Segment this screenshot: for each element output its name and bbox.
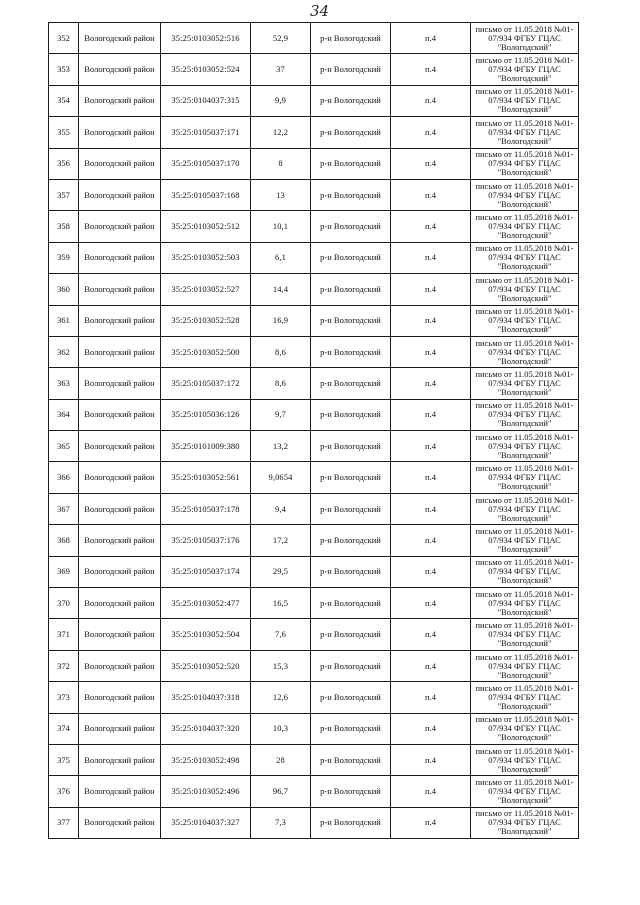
area-cell: 8,6 <box>251 336 311 367</box>
area-cell: 7,3 <box>251 807 311 838</box>
cadastral-number-cell: 35:25:0105037:172 <box>161 368 251 399</box>
area-cell: 14,4 <box>251 274 311 305</box>
area-cell: 28 <box>251 744 311 775</box>
note-cell <box>471 493 579 524</box>
note-line: "Вологодский" <box>497 481 552 492</box>
row-number-cell: 375 <box>49 744 79 775</box>
clause-cell: п.4 <box>391 713 471 744</box>
note-line: письмо от 11.05.2018 №01- <box>475 431 574 442</box>
location-cell: р-н Вологодский <box>311 462 391 493</box>
district-cell: Вологодский район <box>79 148 161 179</box>
note-line: "Вологодский" <box>497 41 552 52</box>
note-line: "Вологодский" <box>497 638 552 649</box>
district-cell: Вологодский район <box>79 274 161 305</box>
note-line: письмо от 11.05.2018 №01- <box>475 808 574 819</box>
location-cell: р-н Вологодский <box>311 148 391 179</box>
row-number-cell: 377 <box>49 807 79 838</box>
land-plots-table <box>48 22 579 839</box>
location-cell: р-н Вологодский <box>311 274 391 305</box>
note-cell <box>471 117 579 148</box>
note-line: 07/934 ФГБУ ГЦАС <box>488 32 561 43</box>
note-line: "Вологодский" <box>497 606 552 617</box>
cadastral-number-cell: 35:25:0105037:170 <box>161 148 251 179</box>
district-cell: Вологодский район <box>79 179 161 210</box>
cadastral-number-cell: 35:25:0103052:504 <box>161 619 251 650</box>
cadastral-number-cell: 35:25:0103052:516 <box>161 23 251 54</box>
row-number-cell: 357 <box>49 179 79 210</box>
note-line: письмо от 11.05.2018 №01- <box>475 86 574 97</box>
clause-cell: п.4 <box>391 588 471 619</box>
note-line: "Вологодский" <box>497 763 552 774</box>
area-cell: 9,0654 <box>251 462 311 493</box>
note-line: письмо от 11.05.2018 №01- <box>475 117 574 128</box>
district-cell: Вологодский район <box>79 431 161 462</box>
note-line: 07/934 ФГБУ ГЦАС <box>488 252 561 263</box>
row-number-cell: 371 <box>49 619 79 650</box>
row-number-cell: 354 <box>49 85 79 116</box>
note-line: письмо от 11.05.2018 №01- <box>475 463 574 474</box>
clause-cell: п.4 <box>391 148 471 179</box>
area-cell: 15,3 <box>251 650 311 681</box>
location-cell: р-н Вологодский <box>311 179 391 210</box>
district-cell: Вологодский район <box>79 54 161 85</box>
row-number-cell: 364 <box>49 399 79 430</box>
area-cell: 8 <box>251 148 311 179</box>
row-number-cell: 376 <box>49 776 79 807</box>
area-cell: 9,9 <box>251 85 311 116</box>
note-line: "Вологодский" <box>497 449 552 460</box>
row-number-cell: 356 <box>49 148 79 179</box>
note-cell <box>471 242 579 273</box>
table-row <box>49 23 579 54</box>
note-line: письмо от 11.05.2018 №01- <box>475 400 574 411</box>
cadastral-number-cell: 35:25:0104037:315 <box>161 85 251 116</box>
note-line: 07/934 ФГБУ ГЦАС <box>488 440 561 451</box>
note-line: "Вологодский" <box>497 795 552 806</box>
note-line: письмо от 11.05.2018 №01- <box>475 777 574 788</box>
note-line: 07/934 ФГБУ ГЦАС <box>488 189 561 200</box>
note-line: письмо от 11.05.2018 №01- <box>475 149 574 160</box>
district-cell: Вологодский район <box>79 588 161 619</box>
table-row <box>49 179 579 210</box>
note-line: "Вологодский" <box>497 261 552 272</box>
area-cell: 96,7 <box>251 776 311 807</box>
table-row <box>49 148 579 179</box>
district-cell: Вологодский район <box>79 462 161 493</box>
area-cell: 9,4 <box>251 493 311 524</box>
cadastral-number-cell: 35:25:0103052:528 <box>161 305 251 336</box>
cadastral-number-cell: 35:25:0103052:561 <box>161 462 251 493</box>
clause-cell: п.4 <box>391 399 471 430</box>
clause-cell: п.4 <box>391 619 471 650</box>
table-row <box>49 525 579 556</box>
note-line: письмо от 11.05.2018 №01- <box>475 274 574 285</box>
district-cell: Вологодский район <box>79 493 161 524</box>
location-cell: р-н Вологодский <box>311 54 391 85</box>
area-cell: 8,6 <box>251 368 311 399</box>
note-cell <box>471 776 579 807</box>
row-number-cell: 362 <box>49 336 79 367</box>
location-cell: р-н Вологодский <box>311 776 391 807</box>
note-line: "Вологодский" <box>497 292 552 303</box>
clause-cell: п.4 <box>391 211 471 242</box>
row-number-cell: 363 <box>49 368 79 399</box>
note-line: "Вологодский" <box>497 230 552 241</box>
cadastral-number-cell: 35:25:0105037:176 <box>161 525 251 556</box>
row-number-cell: 366 <box>49 462 79 493</box>
note-line: письмо от 11.05.2018 №01- <box>475 588 574 599</box>
note-cell <box>471 179 579 210</box>
cadastral-number-cell: 35:25:0103052:496 <box>161 776 251 807</box>
table-row <box>49 274 579 305</box>
location-cell: р-н Вологодский <box>311 556 391 587</box>
note-cell <box>471 713 579 744</box>
cadastral-number-cell: 35:25:0103052:520 <box>161 650 251 681</box>
district-cell: Вологодский район <box>79 682 161 713</box>
row-number-cell: 360 <box>49 274 79 305</box>
table-row <box>49 556 579 587</box>
clause-cell: п.4 <box>391 776 471 807</box>
note-line: "Вологодский" <box>497 73 552 84</box>
note-cell <box>471 211 579 242</box>
cadastral-number-cell: 35:25:0105037:168 <box>161 179 251 210</box>
note-cell <box>471 336 579 367</box>
note-cell <box>471 462 579 493</box>
clause-cell: п.4 <box>391 807 471 838</box>
note-cell <box>471 619 579 650</box>
area-cell: 9,7 <box>251 399 311 430</box>
row-number-cell: 374 <box>49 713 79 744</box>
district-cell: Вологодский район <box>79 242 161 273</box>
district-cell: Вологодский район <box>79 305 161 336</box>
cadastral-number-cell: 35:25:0103052:527 <box>161 274 251 305</box>
note-cell <box>471 525 579 556</box>
note-line: 07/934 ФГБУ ГЦАС <box>488 786 561 797</box>
location-cell: р-н Вологодский <box>311 619 391 650</box>
note-line: письмо от 11.05.2018 №01- <box>475 714 574 725</box>
note-line: 07/934 ФГБУ ГЦАС <box>488 221 561 232</box>
location-cell: р-н Вологодский <box>311 588 391 619</box>
note-line: 07/934 ФГБУ ГЦАС <box>488 95 561 106</box>
clause-cell: п.4 <box>391 179 471 210</box>
note-line: 07/934 ФГБУ ГЦАС <box>488 158 561 169</box>
table-row <box>49 399 579 430</box>
note-line: 07/934 ФГБУ ГЦАС <box>488 283 561 294</box>
area-cell: 6,1 <box>251 242 311 273</box>
location-cell: р-н Вологодский <box>311 650 391 681</box>
note-line: "Вологодский" <box>497 575 552 586</box>
clause-cell: п.4 <box>391 650 471 681</box>
row-number-cell: 355 <box>49 117 79 148</box>
note-cell <box>471 556 579 587</box>
district-cell: Вологодский район <box>79 23 161 54</box>
table-row <box>49 493 579 524</box>
note-line: "Вологодский" <box>497 700 552 711</box>
note-line: 07/934 ФГБУ ГЦАС <box>488 817 561 828</box>
district-cell: Вологодский район <box>79 85 161 116</box>
clause-cell: п.4 <box>391 744 471 775</box>
page-number: 34 <box>310 2 330 20</box>
note-line: 07/934 ФГБУ ГЦАС <box>488 126 561 137</box>
location-cell: р-н Вологодский <box>311 242 391 273</box>
clause-cell: п.4 <box>391 336 471 367</box>
location-cell: р-н Вологодский <box>311 525 391 556</box>
note-line: 07/934 ФГБУ ГЦАС <box>488 566 561 577</box>
cadastral-number-cell: 35:25:0104037:327 <box>161 807 251 838</box>
note-line: письмо от 11.05.2018 №01- <box>475 23 574 34</box>
area-cell: 13,2 <box>251 431 311 462</box>
table-row <box>49 588 579 619</box>
cadastral-number-cell: 35:25:0103052:524 <box>161 54 251 85</box>
note-cell <box>471 368 579 399</box>
clause-cell: п.4 <box>391 493 471 524</box>
district-cell: Вологодский район <box>79 744 161 775</box>
table-row <box>49 242 579 273</box>
table-row <box>49 305 579 336</box>
note-line: "Вологодский" <box>497 167 552 178</box>
table-row <box>49 713 579 744</box>
district-cell: Вологодский район <box>79 399 161 430</box>
note-line: 07/934 ФГБУ ГЦАС <box>488 629 561 640</box>
note-line: 07/934 ФГБУ ГЦАС <box>488 503 561 514</box>
note-line: письмо от 11.05.2018 №01- <box>475 745 574 756</box>
note-line: 07/934 ФГБУ ГЦАС <box>488 409 561 420</box>
location-cell: р-н Вологодский <box>311 744 391 775</box>
note-line: 07/934 ФГБУ ГЦАС <box>488 346 561 357</box>
clause-cell: п.4 <box>391 556 471 587</box>
note-line: 07/934 ФГБУ ГЦАС <box>488 660 561 671</box>
note-cell <box>471 23 579 54</box>
cadastral-number-cell: 35:25:0105036:126 <box>161 399 251 430</box>
cadastral-number-cell: 35:25:0105037:178 <box>161 493 251 524</box>
location-cell: р-н Вологодский <box>311 305 391 336</box>
clause-cell: п.4 <box>391 525 471 556</box>
area-cell: 12,2 <box>251 117 311 148</box>
area-cell: 10,1 <box>251 211 311 242</box>
note-line: письмо от 11.05.2018 №01- <box>475 494 574 505</box>
note-line: 07/934 ФГБУ ГЦАС <box>488 64 561 75</box>
note-line: 07/934 ФГБУ ГЦАС <box>488 534 561 545</box>
note-cell <box>471 682 579 713</box>
note-cell <box>471 54 579 85</box>
table-row <box>49 117 579 148</box>
area-cell: 17,2 <box>251 525 311 556</box>
location-cell: р-н Вологодский <box>311 85 391 116</box>
note-line: "Вологодский" <box>497 386 552 397</box>
note-line: "Вологодский" <box>497 355 552 366</box>
area-cell: 52,9 <box>251 23 311 54</box>
note-line: письмо от 11.05.2018 №01- <box>475 368 574 379</box>
table-body <box>49 23 579 839</box>
note-line: 07/934 ФГБУ ГЦАС <box>488 315 561 326</box>
area-cell: 12,6 <box>251 682 311 713</box>
clause-cell: п.4 <box>391 368 471 399</box>
district-cell: Вологодский район <box>79 619 161 650</box>
cadastral-number-cell: 35:25:0104037:318 <box>161 682 251 713</box>
table-row <box>49 336 579 367</box>
clause-cell: п.4 <box>391 54 471 85</box>
row-number-cell: 370 <box>49 588 79 619</box>
district-cell: Вологодский район <box>79 650 161 681</box>
row-number-cell: 361 <box>49 305 79 336</box>
table-row <box>49 211 579 242</box>
location-cell: р-н Вологодский <box>311 431 391 462</box>
area-cell: 16,5 <box>251 588 311 619</box>
note-cell <box>471 744 579 775</box>
table-row <box>49 85 579 116</box>
note-line: письмо от 11.05.2018 №01- <box>475 651 574 662</box>
table-row <box>49 682 579 713</box>
district-cell: Вологодский район <box>79 807 161 838</box>
location-cell: р-н Вологодский <box>311 713 391 744</box>
clause-cell: п.4 <box>391 305 471 336</box>
note-cell <box>471 305 579 336</box>
cadastral-number-cell: 35:25:0105037:171 <box>161 117 251 148</box>
note-line: "Вологодский" <box>497 104 552 115</box>
clause-cell: п.4 <box>391 462 471 493</box>
district-cell: Вологодский район <box>79 368 161 399</box>
cadastral-number-cell: 35:25:0101009:380 <box>161 431 251 462</box>
note-line: "Вологодский" <box>497 669 552 680</box>
note-line: письмо от 11.05.2018 №01- <box>475 620 574 631</box>
cadastral-number-cell: 35:25:0105037:174 <box>161 556 251 587</box>
district-cell: Вологодский район <box>79 776 161 807</box>
row-number-cell: 368 <box>49 525 79 556</box>
clause-cell: п.4 <box>391 274 471 305</box>
note-line: 07/934 ФГБУ ГЦАС <box>488 597 561 608</box>
note-line: "Вологодский" <box>497 543 552 554</box>
table-row <box>49 462 579 493</box>
area-cell: 7,6 <box>251 619 311 650</box>
table-row <box>49 54 579 85</box>
note-line: "Вологодский" <box>497 512 552 523</box>
cadastral-number-cell: 35:25:0103052:477 <box>161 588 251 619</box>
location-cell: р-н Вологодский <box>311 807 391 838</box>
location-cell: р-н Вологодский <box>311 336 391 367</box>
note-line: "Вологодский" <box>497 732 552 743</box>
note-cell <box>471 274 579 305</box>
note-line: "Вологодский" <box>497 826 552 837</box>
row-number-cell: 367 <box>49 493 79 524</box>
note-line: "Вологодский" <box>497 324 552 335</box>
note-line: письмо от 11.05.2018 №01- <box>475 243 574 254</box>
district-cell: Вологодский район <box>79 713 161 744</box>
district-cell: Вологодский район <box>79 556 161 587</box>
note-line: письмо от 11.05.2018 №01- <box>475 180 574 191</box>
clause-cell: п.4 <box>391 431 471 462</box>
table-row <box>49 619 579 650</box>
cadastral-number-cell: 35:25:0104037:320 <box>161 713 251 744</box>
area-cell: 37 <box>251 54 311 85</box>
district-cell: Вологодский район <box>79 117 161 148</box>
note-cell <box>471 431 579 462</box>
area-cell: 29,5 <box>251 556 311 587</box>
table-row <box>49 776 579 807</box>
row-number-cell: 353 <box>49 54 79 85</box>
note-cell <box>471 85 579 116</box>
note-line: письмо от 11.05.2018 №01- <box>475 525 574 536</box>
cadastral-number-cell: 35:25:0103052:498 <box>161 744 251 775</box>
district-cell: Вологодский район <box>79 525 161 556</box>
note-line: письмо от 11.05.2018 №01- <box>475 337 574 348</box>
note-line: "Вологодский" <box>497 418 552 429</box>
table-row <box>49 368 579 399</box>
table-row <box>49 650 579 681</box>
row-number-cell: 373 <box>49 682 79 713</box>
note-line: письмо от 11.05.2018 №01- <box>475 55 574 66</box>
area-cell: 10,3 <box>251 713 311 744</box>
cadastral-number-cell: 35:25:0103052:503 <box>161 242 251 273</box>
note-line: письмо от 11.05.2018 №01- <box>475 557 574 568</box>
row-number-cell: 365 <box>49 431 79 462</box>
note-line: 07/934 ФГБУ ГЦАС <box>488 472 561 483</box>
table-row <box>49 744 579 775</box>
location-cell: р-н Вологодский <box>311 117 391 148</box>
location-cell: р-н Вологодский <box>311 211 391 242</box>
note-cell <box>471 650 579 681</box>
location-cell: р-н Вологодский <box>311 23 391 54</box>
cadastral-number-cell: 35:25:0103052:512 <box>161 211 251 242</box>
clause-cell: п.4 <box>391 117 471 148</box>
location-cell: р-н Вологодский <box>311 493 391 524</box>
district-cell: Вологодский район <box>79 336 161 367</box>
note-line: "Вологодский" <box>497 198 552 209</box>
table-row <box>49 807 579 838</box>
row-number-cell: 352 <box>49 23 79 54</box>
note-line: 07/934 ФГБУ ГЦАС <box>488 754 561 765</box>
clause-cell: п.4 <box>391 23 471 54</box>
note-line: письмо от 11.05.2018 №01- <box>475 306 574 317</box>
note-cell <box>471 807 579 838</box>
district-cell: Вологодский район <box>79 211 161 242</box>
note-line: 07/934 ФГБУ ГЦАС <box>488 377 561 388</box>
location-cell: р-н Вологодский <box>311 368 391 399</box>
clause-cell: п.4 <box>391 682 471 713</box>
row-number-cell: 372 <box>49 650 79 681</box>
note-line: 07/934 ФГБУ ГЦАС <box>488 723 561 734</box>
clause-cell: п.4 <box>391 242 471 273</box>
note-line: 07/934 ФГБУ ГЦАС <box>488 691 561 702</box>
note-cell <box>471 148 579 179</box>
note-cell <box>471 588 579 619</box>
area-cell: 13 <box>251 179 311 210</box>
cadastral-number-cell: 35:25:0103052:500 <box>161 336 251 367</box>
note-line: письмо от 11.05.2018 №01- <box>475 212 574 223</box>
table-row <box>49 431 579 462</box>
note-line: "Вологодский" <box>497 135 552 146</box>
row-number-cell: 358 <box>49 211 79 242</box>
row-number-cell: 369 <box>49 556 79 587</box>
note-line: письмо от 11.05.2018 №01- <box>475 682 574 693</box>
row-number-cell: 359 <box>49 242 79 273</box>
location-cell: р-н Вологодский <box>311 682 391 713</box>
area-cell: 16,9 <box>251 305 311 336</box>
note-cell <box>471 399 579 430</box>
location-cell: р-н Вологодский <box>311 399 391 430</box>
clause-cell: п.4 <box>391 85 471 116</box>
